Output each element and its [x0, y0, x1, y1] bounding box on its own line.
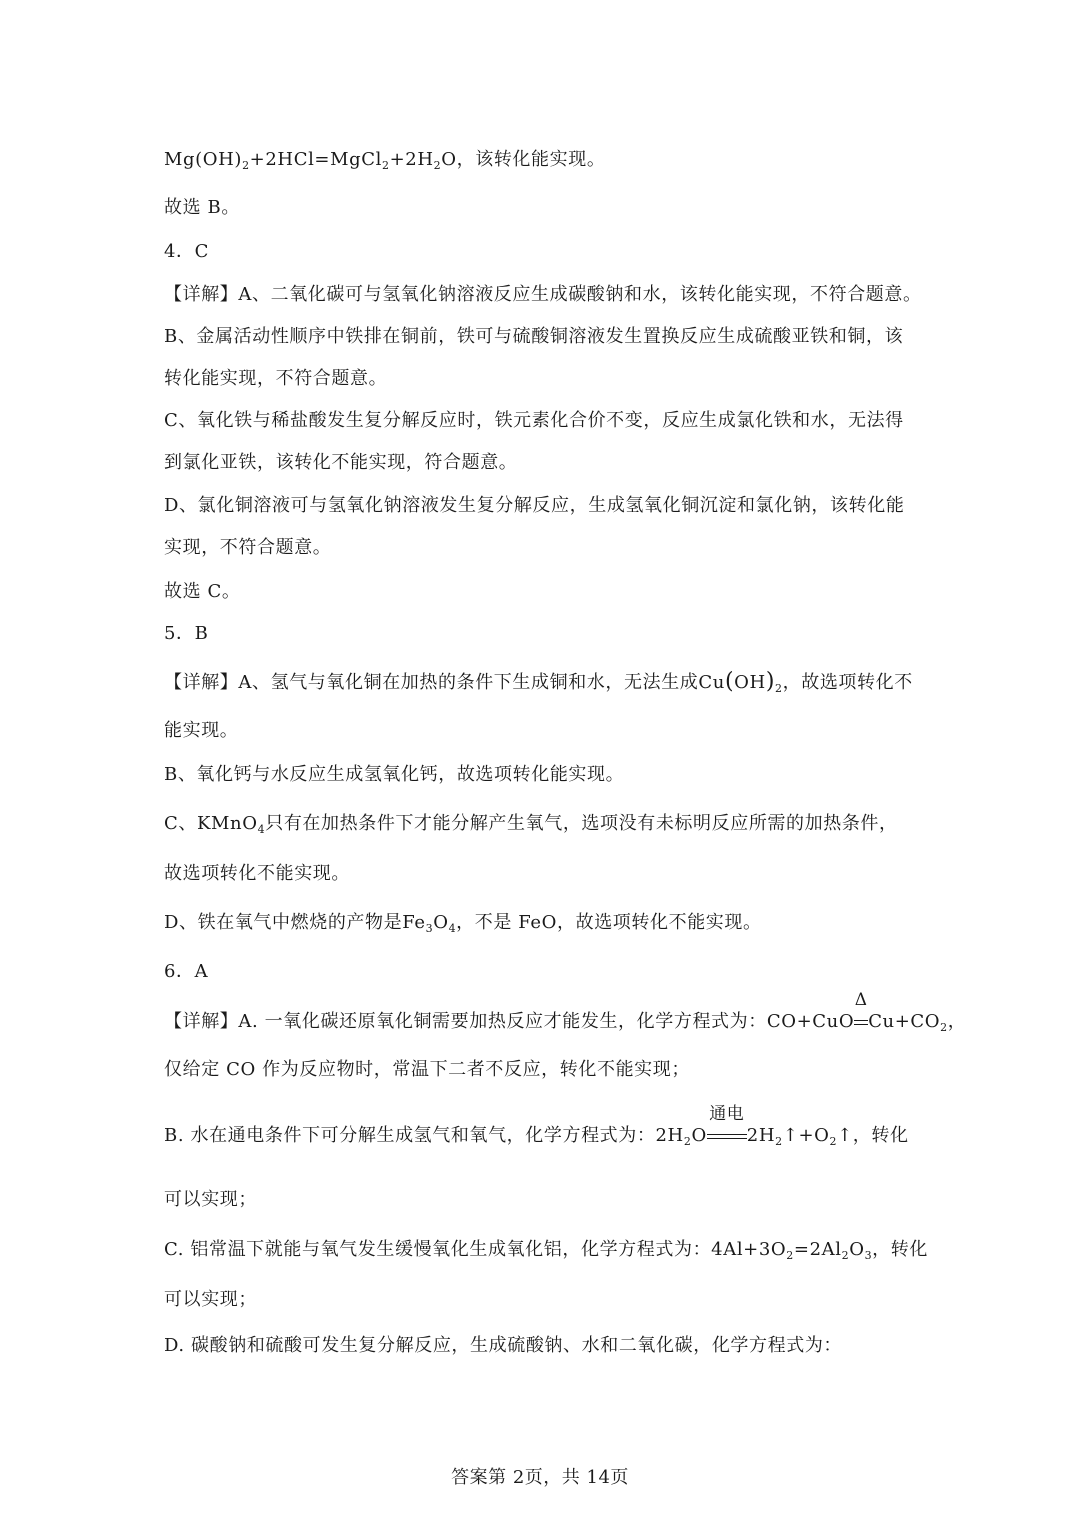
paragraph-line: 到氯化亚铁，该转化不能实现，符合题意。 — [164, 452, 518, 473]
paragraph-line: 可以实现； — [164, 1189, 257, 1210]
page-footer: 答案第 2页，共 14页 — [451, 1467, 629, 1488]
chem-equation-electrolysis: $2H_2O$ 通电 $2H_2↑+O_2↑$ — [655, 1104, 853, 1148]
paragraph-line: 可以实现； — [164, 1289, 257, 1310]
paragraph-line: B、氧化钙与水反应生成氢氧化钙，故选项转化能实现。 — [164, 764, 625, 785]
chem-formula-kmno4: KMnO$_4$ — [196, 813, 266, 836]
question-number: 6．A — [164, 961, 209, 982]
paragraph-line: D、氯化铜溶液可与氢氧化钠溶液发生复分解反应，生成氢氧化铜沉淀和氯化钠，该转化能 — [164, 495, 905, 516]
chem-formula-cuoh2: $Cu(OH)_2$ — [698, 669, 783, 695]
paragraph-line: C、KMnO$_4$只有在加热条件下才能分解产生氧气，选项没有未标明反应所需的加热条件， — [164, 813, 898, 836]
question-number: 4．C — [164, 241, 210, 262]
chem-formula-mgoh2: $Mg(OH)_2+2HCl=MgCl_2+2H_2O$ — [164, 149, 457, 172]
paragraph-line: D. 碳酸钠和硫酸可发生复分解反应，生成硫酸钠、水和二氧化碳，化学方程式为： — [164, 1335, 843, 1356]
paragraph-line: D、铁在氧气中燃烧的产物是$Fe_3O_4$，不是 FeO，故选项转化不能实现。 — [164, 912, 762, 935]
paragraph-line: 能实现。 — [164, 720, 239, 741]
question-number: 5．B — [164, 623, 209, 644]
paragraph-line: B、金属活动性顺序中铁排在铜前，铁可与硫酸铜溶液发生置换反应生成硫酸亚铁和铜，该 — [164, 326, 904, 347]
paragraph-line: C. 铝常温下就能与氧气发生缓慢氧化生成氧化铝，化学方程式为：$4Al+3O_2=2Al_2O_3$，转化 — [164, 1239, 928, 1262]
paragraph-line: 故选项转化不能实现。 — [164, 863, 350, 884]
chem-formula-fe3o4: $Fe_3O_4$ — [402, 912, 457, 935]
paragraph-line: 【详解】A. 一氧化碳还原氧化铜需要加热反应才能发生，化学方程式为：CO+CuO Δ $Cu+CO_2$， — [164, 990, 967, 1034]
answer-line: 故选 C。 — [164, 581, 241, 602]
paragraph-line: $Mg(OH)_2+2HCl=MgCl_2+2H_2O$，该转化能实现。 — [164, 149, 606, 172]
paragraph-line: 【详解】A、二氧化碳可与氢氧化钠溶液反应生成碳酸钠和水，该转化能实现，不符合题意。 — [164, 284, 922, 305]
answer-line: 故选 B。 — [164, 197, 240, 218]
paragraph-line: 转化能实现，不符合题意。 — [164, 368, 388, 389]
chem-equation-aluminum: $4Al+3O_2=2Al_2O_3$ — [711, 1239, 873, 1262]
paragraph-line: 【详解】A、氢气与氧化铜在加热的条件下生成铜和水，无法生成$Cu(OH)_2$，故选项转化不 — [164, 669, 913, 695]
chem-equation-co-cuo: CO+CuO Δ $Cu+CO_2$ — [766, 990, 948, 1034]
paragraph-line: C、氧化铁与稀盐酸发生复分解反应时，铁元素化合价不变，反应生成氯化铁和水，无法得 — [164, 410, 904, 431]
paragraph-line: B. 水在通电条件下可分解生成氢气和氧气，化学方程式为：$2H_2O$ 通电 $2H_2↑+O_2↑$，转化 — [164, 1104, 909, 1148]
paragraph-line: 实现，不符合题意。 — [164, 537, 332, 558]
paragraph-line: 仅给定 CO 作为反应物时，常温下二者不反应，转化不能实现； — [164, 1059, 690, 1080]
